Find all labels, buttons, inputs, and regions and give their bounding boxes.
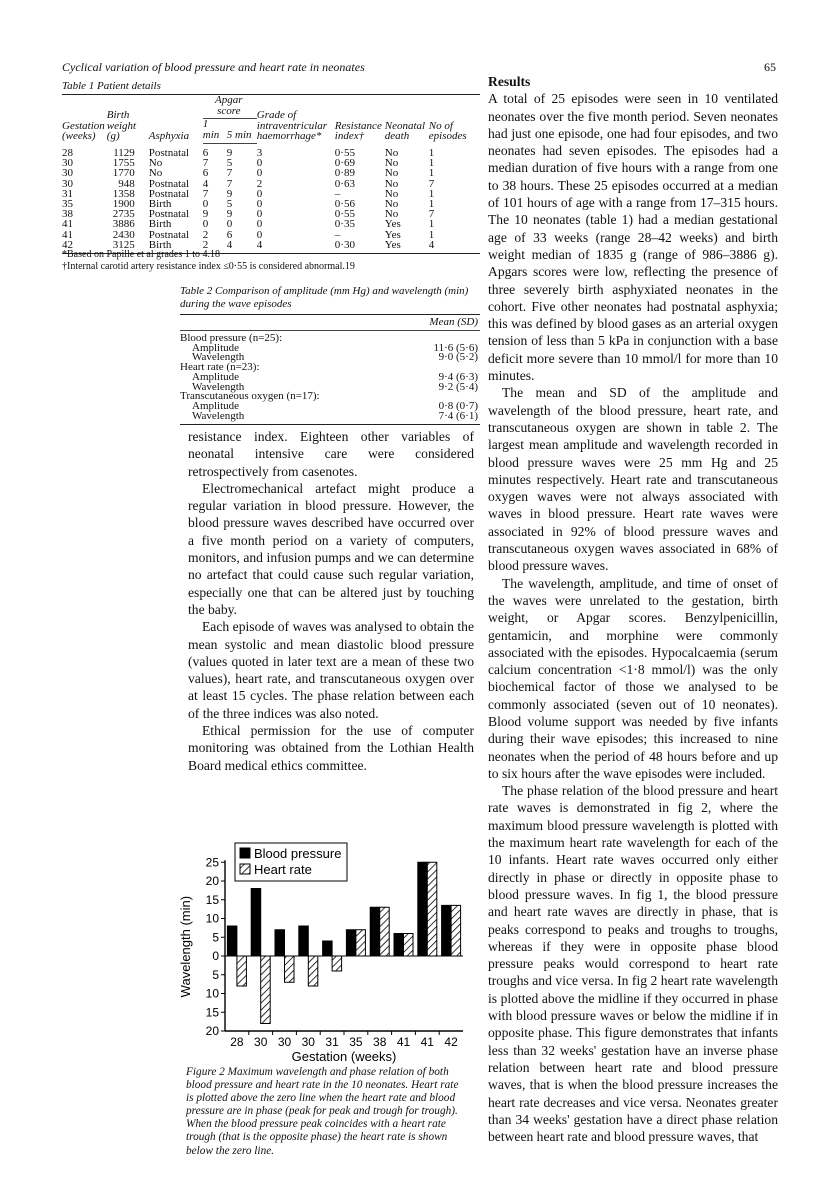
- table-cell: 1770: [112, 167, 135, 180]
- figure2-chart: [176, 840, 480, 1066]
- th-birth-weight: Birth weight (g): [106, 109, 137, 142]
- y-tick-label: 0: [212, 949, 219, 963]
- th-ri: Resistance index†: [334, 119, 382, 142]
- th-gestation: Gestation (weeks): [62, 119, 105, 142]
- table-cell: No: [384, 146, 399, 159]
- y-tick-label: 15: [205, 1005, 219, 1020]
- table-cell: No: [148, 157, 163, 170]
- table-cell: Postnatal: [148, 177, 190, 190]
- bar-blood-pressure: [251, 889, 261, 957]
- table-cell: 9: [226, 187, 233, 200]
- x-tick-label: 31: [325, 1035, 339, 1049]
- table-cell: 9: [226, 208, 233, 221]
- table-cell: 0·56: [334, 198, 355, 211]
- table-cell: 7: [226, 177, 233, 190]
- table-cell: 6: [202, 147, 209, 159]
- bar-heart-rate: [261, 956, 271, 1024]
- table-cell: Postnatal: [148, 228, 190, 241]
- paragraph: Each episode of waves was analysed to obtain the mean systolic and mean diastolic blood pressure (values quoted in later text are a mean of these two values), heart rate, and transcutaneous oxygen over at least 15 cycles. The phase relation between each of the three indices was also noted.: [188, 619, 474, 721]
- table-cell: 0·55: [334, 146, 355, 159]
- table-cell: No: [384, 187, 399, 200]
- bar-blood-pressure: [346, 930, 356, 956]
- table-cell: 3: [256, 146, 263, 159]
- paragraph: The wavelength, amplitude, and time of onset of the waves were unrelated to the gestation, birth weight, or Apgar scores. Benzylpenicillin, gentamicin, and morphine were commonly associated with the episodes. Hypocalcaemia (serum calcium concentration <1·8 mmol/l) was the only biochemical factor of those we analysed to be commonly associated (seven out of 10 neonates). Blood volume support was needed by five infants during their wave episodes; this increased to nine neonates when the period of 48 hours before and up to six hours after the wave episodes were included.: [488, 575, 778, 781]
- table-cell: Yes: [384, 228, 401, 241]
- y-axis-label: Wavelength (min): [178, 895, 193, 998]
- table-cell: 0: [256, 228, 263, 241]
- x-tick-label: 41: [420, 1035, 434, 1049]
- table-cell: 42: [62, 238, 73, 251]
- row-value: 11·6 (5·6): [433, 341, 478, 354]
- th-death: Neonatal death: [384, 119, 426, 142]
- table-cell: 7: [226, 167, 233, 180]
- table-cell: Yes: [384, 238, 401, 251]
- x-tick-label: 28: [230, 1035, 244, 1049]
- bar-heart-rate: [332, 956, 342, 971]
- th-ivh: Grade of intraventricular haemorrhage*: [256, 109, 328, 142]
- table1-caption: Table 1 Patient details: [62, 80, 161, 92]
- table-cell: 7: [202, 157, 209, 170]
- table-cell: 6: [226, 228, 233, 241]
- table-cell: Birth: [148, 198, 172, 211]
- y-tick-label: 20: [205, 1024, 219, 1038]
- paragraph: The mean and SD of the amplitude and wavelength of the blood pressure, heart rate, and transcutaneous oxygen are shown in table 2. The largest mean amplitude and wavelength recorded in blood pressure waves were 25 mm Hg and 25 minutes respectively. Heart rate and transcutaneous oxygen waves were not always associated with waves in blood pressure. Heart rate waves were associated in 92% of blood pressure waves and transcutaneous oxygen waves associated in 68% of blood pressure waves.: [488, 385, 778, 574]
- table-cell: 1755: [112, 157, 135, 170]
- table-cell: 41: [62, 228, 73, 241]
- row-value: 0·8 (0·7): [438, 399, 478, 412]
- table-cell: 9: [202, 208, 209, 221]
- table2-caption: Table 2 Comparison of amplitude (mm Hg) and wavelength (min) during the wave episodes: [180, 285, 469, 310]
- table-cell: 3125: [112, 238, 135, 251]
- row-label: Wavelength: [192, 351, 245, 364]
- th-apgar-1: 1 min: [203, 119, 227, 144]
- table-cell: No: [384, 208, 399, 221]
- table-cell: 35: [62, 198, 73, 211]
- table-cell: Postnatal: [148, 187, 190, 200]
- table1-footnote-2: †Internal carotid artery resistance index ≤0·55 is considered abnormal.19: [62, 261, 355, 272]
- table-cell: 5: [226, 157, 233, 170]
- table-cell: 1129: [113, 146, 135, 159]
- bar-heart-rate: [404, 934, 414, 957]
- table-cell: 0: [226, 218, 233, 231]
- table-cell: 0·55: [334, 208, 355, 221]
- table-cell: No: [384, 167, 399, 180]
- y-tick-label: 25: [205, 855, 219, 870]
- bar-heart-rate: [380, 907, 390, 956]
- legend-label: Heart rate: [254, 862, 312, 877]
- row-value: 9·0 (5·2): [438, 351, 478, 364]
- table-cell: 0·63: [334, 177, 355, 190]
- table-cell: 1: [428, 146, 435, 159]
- row-label: Amplitude: [192, 370, 240, 383]
- th-asphyxia: Asphyxia: [148, 130, 190, 142]
- x-tick-label: 41: [396, 1035, 411, 1049]
- y-tick-label: 20: [205, 874, 219, 888]
- row-label: Blood pressure (n=25):: [180, 332, 283, 344]
- table-cell: 5: [226, 198, 233, 211]
- running-title: Cyclical variation of blood pressure and heart rate in neonates: [62, 60, 365, 74]
- th-apgar: Apgar score: [203, 95, 257, 119]
- th-apgar-5: 5 min: [227, 119, 257, 144]
- bar-heart-rate: [308, 956, 318, 986]
- table-cell: 4: [256, 238, 263, 251]
- row-label: Wavelength: [192, 409, 245, 422]
- table-cell: 1358: [112, 187, 135, 200]
- table-cell: 0·35: [334, 218, 355, 231]
- paragraph: The phase relation of the blood pressure and heart rate waves is demonstrated in fig 2, where the maximum blood pressure wavelength is plotted with the maximum heart rate wavelength for each of the 10 infants. Heart rate waves occurred only either directly in phase or directly in opposite phase to blood pressure waves. In fig 1, the blood pressure and heart rate waves are directly in phase, that is peaks correspond to peaks and troughs to troughs, whereas if they were in opposite phase blood pressure peaks would correspond to heart rate troughs and vice versa. In fig 2 heart rate wavelength is plotted above the midline if they occurred in phase with blood pressure waves or below the midline if in opposite phase. This figure demonstrates that infants less than 32 weeks' gestation have an inverse phase relation between heart rate and blood pressure waves, that is when the blood pressure increases the heart rate decreases and vice versa. Neonates greater than 34 weeks' gestation have a direct phase relation between heart rate and blood pressure waves, that: [488, 783, 778, 1145]
- table1: [62, 94, 480, 254]
- table-row: [62, 144, 480, 159]
- table-cell: –: [334, 228, 341, 241]
- bar-blood-pressure: [299, 926, 309, 956]
- table-cell: 1: [428, 187, 435, 200]
- x-tick-label: 30: [254, 1035, 268, 1049]
- row-label: Amplitude: [192, 399, 240, 412]
- bar-heart-rate: [237, 956, 247, 986]
- table-cell: No: [384, 177, 399, 190]
- table-cell: 7: [202, 187, 209, 200]
- bar-heart-rate: [285, 956, 295, 982]
- table-cell: 2430: [112, 228, 135, 241]
- table-cell: 31: [62, 187, 73, 200]
- bar-blood-pressure: [323, 941, 333, 956]
- bar-blood-pressure: [370, 907, 380, 956]
- table-cell: 3886: [112, 218, 135, 231]
- row-value: 7·4 (6·1): [438, 409, 478, 422]
- table-cell: 1: [428, 228, 435, 241]
- row-label: Amplitude: [192, 341, 240, 354]
- table-cell: Postnatal: [148, 146, 190, 159]
- table-cell: 0: [256, 167, 263, 180]
- x-tick-label: 30: [301, 1035, 315, 1049]
- table-cell: 0: [256, 198, 263, 211]
- bar-blood-pressure: [442, 905, 452, 956]
- bar-heart-rate: [451, 905, 461, 956]
- row-value: 9·4 (6·3): [438, 370, 478, 383]
- table-cell: 1: [428, 218, 435, 231]
- table-cell: 7: [428, 208, 435, 221]
- th-mean-sd: Mean (SD): [180, 315, 480, 331]
- table-cell: 0: [256, 157, 263, 170]
- y-tick-label: 5: [212, 930, 219, 945]
- th-episodes: No of episodes: [428, 119, 467, 142]
- table-cell: 0: [202, 198, 209, 211]
- table-cell: 30: [62, 167, 73, 180]
- table-cell: 2: [202, 238, 209, 251]
- table-cell: 4: [428, 238, 435, 251]
- table-cell: No: [384, 198, 399, 211]
- table-cell: 2735: [112, 208, 135, 221]
- table-cell: 38: [62, 208, 73, 221]
- table-cell: 6: [202, 167, 209, 180]
- table-cell: 1: [428, 198, 435, 211]
- y-tick-label: 15: [205, 892, 219, 907]
- table-cell: Yes: [384, 218, 401, 231]
- table-cell: No: [384, 157, 399, 170]
- table-row: [180, 412, 480, 425]
- table-cell: 41: [62, 218, 73, 231]
- table-cell: Postnatal: [148, 208, 190, 221]
- table-cell: No: [148, 167, 163, 180]
- x-tick-label: 38: [373, 1035, 387, 1049]
- paragraph: A total of 25 episodes were seen in 10 ventilated neonates over the five month period. Seven neonates had just one episode, one had four episodes, and two neonates had seven episodes. The episodes had a median duration of five hours with a range from one to 38 hours. These 25 episodes occurred at a median of 101 hours of age with a range from 17–315 hours. The 10 neonates (table 1) had a median gestational age of 33 weeks (range 28–42 weeks) and birth weight median of 1835 g (range of 986–3886 g). Apgars scores were low, reflecting the presence of three severely birth asphyxiated neonates in the cohort. Five other neonates had postnatal asphyxia; this was defined by blood gases as an arterial oxygen tension of less than 5 kPa in conjunction with a base deficit more severe than 10 mmol/l for more than 10 minutes.: [488, 91, 778, 384]
- table-cell: 4: [226, 238, 233, 251]
- row-value: 9·2 (5·4): [438, 380, 478, 393]
- table-cell: 0·89: [334, 167, 355, 180]
- table-cell: 1: [428, 157, 435, 170]
- row-label: Heart rate (n=23):: [180, 361, 260, 374]
- table-cell: 1: [428, 167, 435, 180]
- table-cell: Birth: [148, 218, 172, 231]
- table-cell: 0: [202, 218, 209, 231]
- table-cell: 4: [202, 177, 209, 190]
- table-cell: 0·69: [334, 157, 355, 170]
- table-cell: 948: [118, 177, 135, 190]
- table-cell: 2: [256, 177, 263, 190]
- figure2-caption: Figure 2 Maximum wavelength and phase relation of both blood pressure and heart rate in the 10 neonates. Heart rate is plotted above the zero line when the heart rate and blood pressure are in phase (peak for peak and trough for trough). When the blood pressure peak coincides with a heart rate trough (that is the opposite phase) the heart rate is shown below the zero line.: [186, 1066, 459, 1157]
- legend-swatch: [240, 864, 250, 874]
- row-label: Transcutaneous oxygen (n=17):: [180, 390, 320, 403]
- paragraph: Ethical permission for the use of computer monitoring was obtained from the Lothian Health Board medical ethics committee.: [188, 723, 474, 773]
- page-number: 65: [764, 60, 776, 74]
- bar-blood-pressure: [275, 930, 285, 956]
- table-cell: 0·30: [334, 238, 355, 251]
- bar-heart-rate: [356, 930, 366, 956]
- bar-blood-pressure: [418, 862, 428, 956]
- x-tick-label: 35: [349, 1035, 363, 1049]
- table-cell: 0: [256, 208, 263, 221]
- table-cell: 28: [62, 146, 73, 159]
- legend-swatch: [240, 848, 250, 858]
- table-cell: 0: [256, 187, 263, 200]
- y-tick-label: 10: [205, 986, 219, 1001]
- table1-footnote-1: *Based on Papille et al grades 1 to 4.18: [62, 249, 221, 260]
- table-cell: 7: [428, 177, 435, 190]
- table-cell: 30: [62, 157, 73, 170]
- bar-blood-pressure: [394, 934, 404, 957]
- table2: [180, 314, 480, 425]
- x-tick-label: 30: [277, 1035, 292, 1049]
- right-column-text: [488, 73, 778, 1145]
- paragraph: Electromechanical artefact might produce a regular variation in blood pressure. However, the blood pressure waves described have occurred over a five month period on a variety of computers, monitors, and infusion pumps and we can determine no artefact that could cause such regular variation, especially one that can be altered just by touching the baby.: [188, 480, 474, 617]
- table-cell: 2: [202, 228, 209, 241]
- table-cell: 0: [256, 218, 263, 231]
- table-cell: 9: [226, 147, 233, 159]
- left-column-text: [188, 428, 474, 774]
- bar-blood-pressure: [227, 926, 237, 956]
- table-cell: –: [334, 187, 341, 200]
- row-label: Wavelength: [192, 380, 245, 393]
- x-axis-label: Gestation (weeks): [291, 1049, 397, 1064]
- y-tick-label: 5: [212, 967, 219, 982]
- x-tick-label: 42: [444, 1035, 458, 1049]
- legend-label: Blood pressure: [254, 846, 342, 861]
- table-cell: 1900: [112, 198, 135, 211]
- table-cell: 30: [62, 177, 73, 190]
- paragraph: resistance index. Eighteen other variables of neonatal intensive care were considered retrospectively from casenotes.: [188, 429, 474, 479]
- results-heading: Results: [488, 74, 531, 89]
- y-tick-label: 10: [205, 911, 219, 926]
- bar-heart-rate: [427, 862, 437, 956]
- table-cell: Birth: [148, 238, 172, 251]
